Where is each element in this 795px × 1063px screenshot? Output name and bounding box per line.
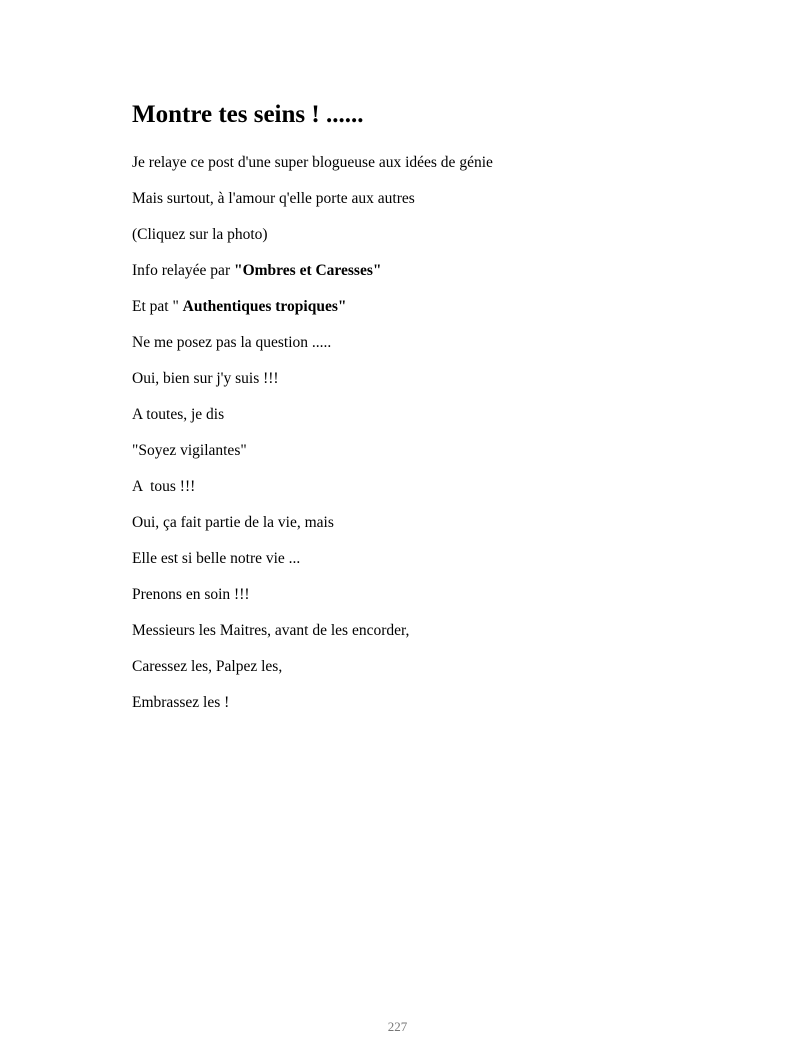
line-text: (Cliquez sur la photo) — [132, 226, 268, 243]
line-text-plain: Et pat " — [132, 298, 183, 315]
line-text: Messieurs les Maitres, avant de les encorder, — [132, 622, 410, 639]
line-text-bold: Authentiques tropiques" — [182, 298, 347, 315]
page-number: 227 — [387, 1019, 408, 1034]
line-text: A toutes, je dis — [132, 406, 225, 423]
line-text: Oui, bien sur j'y suis !!! — [132, 370, 279, 387]
line-text-plain: Info relayée par — [132, 262, 234, 279]
text-line — [132, 689, 493, 725]
line-text: Elle est si belle notre vie ... — [132, 550, 301, 567]
line-text: A tous !!! — [132, 478, 196, 495]
body-text — [132, 149, 493, 725]
text-line — [132, 257, 493, 293]
text-line — [132, 221, 493, 257]
text-line — [132, 509, 493, 545]
line-text-bold: "Ombres et Caresses" — [233, 262, 382, 279]
text-line — [132, 437, 493, 473]
line-text: Je relaye ce post d'une super blogueuse aux idées de génie — [132, 154, 493, 171]
text-line — [132, 365, 493, 401]
line-text: Prenons en soin !!! — [132, 586, 250, 603]
text-line — [132, 401, 493, 437]
line-text: Embrassez les ! — [132, 694, 230, 711]
text-line — [132, 293, 493, 329]
text-line — [132, 581, 493, 617]
line-text: Oui, ça fait partie de la vie, mais — [132, 514, 334, 531]
text-line — [132, 473, 493, 509]
text-line — [132, 185, 493, 221]
text-line — [132, 617, 493, 653]
line-text: Ne me posez pas la question ..... — [132, 334, 332, 351]
text-line — [132, 653, 493, 689]
line-text: Caressez les, Palpez les, — [132, 658, 283, 675]
line-text: Mais surtout, à l'amour q'elle porte aux autres — [132, 190, 415, 207]
page-title: Montre tes seins ! ...... — [132, 101, 364, 128]
line-text: "Soyez vigilantes" — [132, 442, 247, 459]
text-line — [132, 329, 493, 365]
text-line — [132, 149, 493, 185]
text-line — [132, 545, 493, 581]
